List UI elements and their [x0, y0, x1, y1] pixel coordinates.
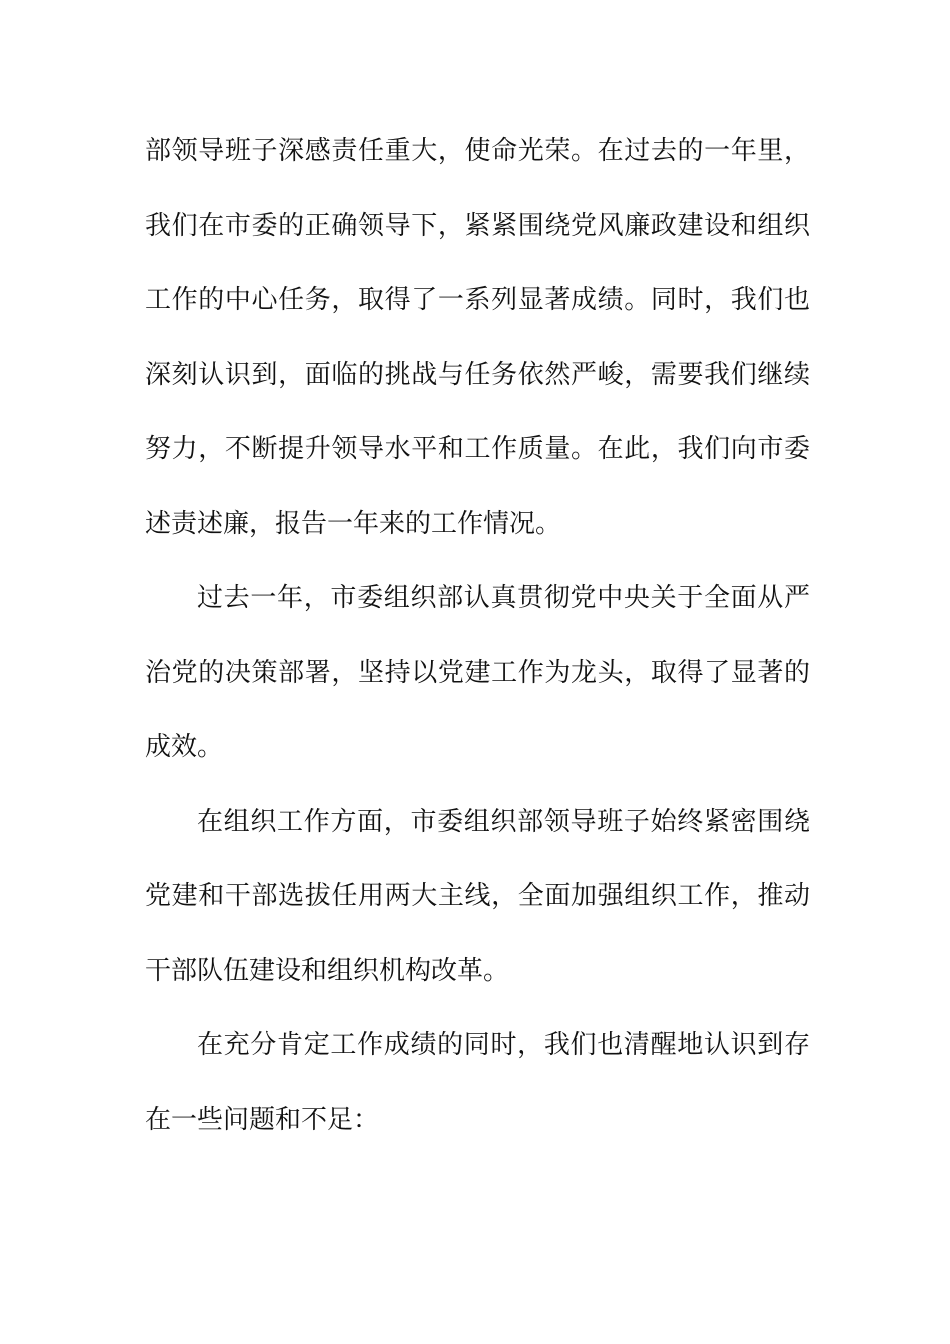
paragraph-problems: 在充分肯定工作成绩的同时，我们也清醒地认识到存在一些问题和不足： — [145, 1030, 810, 1135]
document-body — [145, 114, 810, 1157]
paragraph-organization-work: 在组织工作方面，市委组织部领导班子始终紧密围绕党建和干部选拔任用两大主线，全面加强组织工作，推动干部队伍建设和组织机构改革。 — [145, 806, 810, 986]
paragraph-intro: 部领导班子深感责任重大，使命光荣。在过去的一年里，我们在市委的正确领导下，紧紧围绕党风廉政建设和组织工作的中心任务，取得了一系列显著成绩。同时，我们也深刻认识到，面临的挑战与任务依然严峻，需要我们继续努力，不断提升领导水平和工作质量。在此，我们向市委述责述廉，报告一年来的工作情况。 — [145, 136, 810, 539]
paragraph-past-year: 过去一年，市委组织部认真贯彻党中央关于全面从严治党的决策部署，坚持以党建工作为龙头，取得了显著的成效。 — [145, 583, 810, 762]
